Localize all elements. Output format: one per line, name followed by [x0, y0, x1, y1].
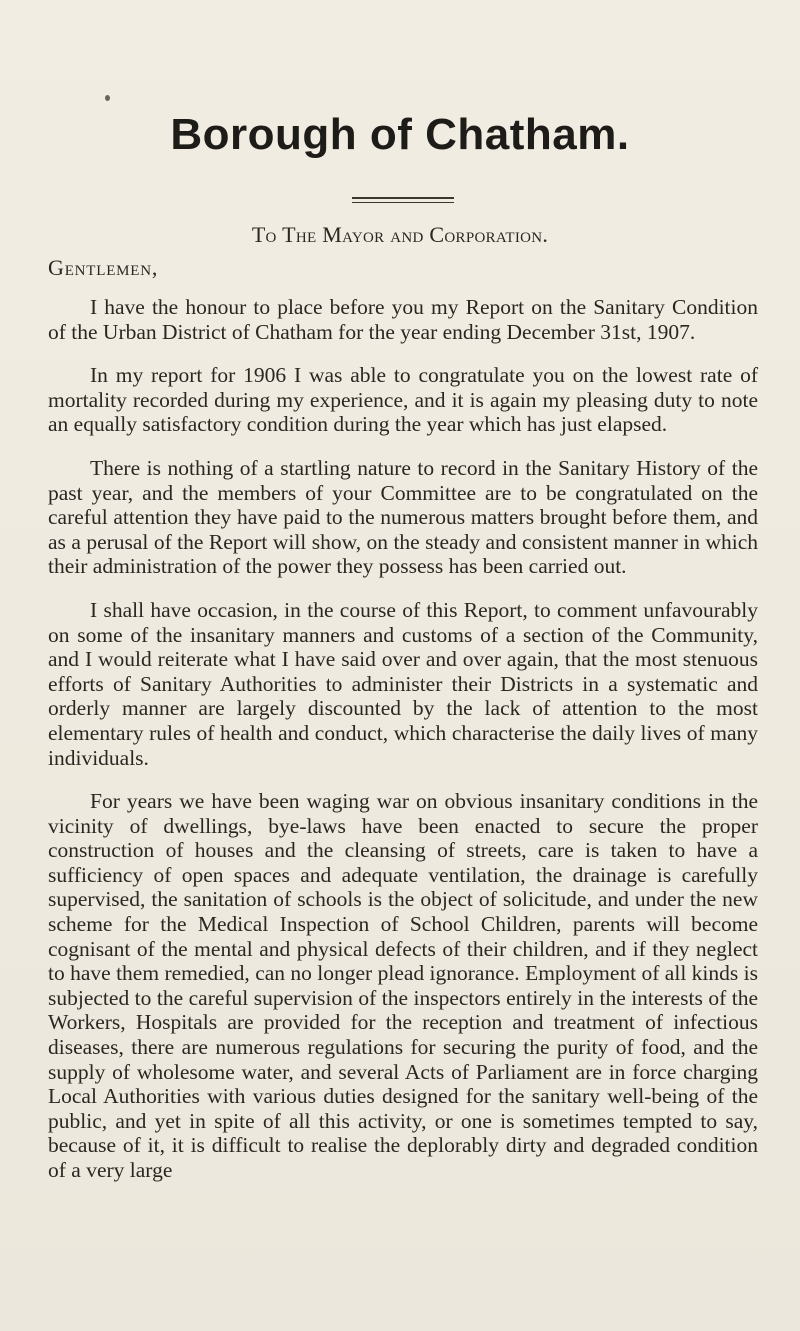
title-rule-upper: [352, 197, 454, 199]
title-rule-lower: [352, 202, 454, 203]
paragraph: In my report for 1906 I was able to congratulate you on the lowest rate of mortality recorded during my experience, and it is again my pleasing duty to note an equally satisfactory condition during the year which has just elapsed.: [48, 363, 758, 437]
document-title: Borough of Chatham.: [170, 110, 630, 159]
report-body: [48, 295, 758, 1202]
paragraph: For years we have been waging war on obvious insanitary conditions in the vicinity of dwellings, bye-laws have been enacted to secure the proper construction of houses and the cleansing of streets, care is taken to have a sufficiency of open spaces and adequate ventilation, the drainage is carefully supervised, the sanitation of schools is the object of solicitude, and under the new scheme for the Medical Inspection of School Children, parents will become cognisant of the mental and physical defects of their children, and if they neglect to have them remedied, can no longer plead ignorance. Employment of all kinds is subjected to the careful supervision of the inspectors entirely in the interests of the Workers, Hospitals are provided for the reception and treatment of infectious diseases, there are numerous regulations for securing the purity of food, and the supply of wholesome water, and several Acts of Parliament are in force charging Local Authorities with various duties designed for the sanitary well-being of the public, and yet in spite of all this activity, or one is sometimes tempted to say, because of it, it is difficult to realise the deplorably dirty and degraded condition of a very large: [48, 789, 758, 1182]
salutation: Gentlemen,: [48, 255, 159, 280]
paragraph: I have the honour to place before you my Report on the Sanitary Condition of the Urban District of Chatham for the year ending December 31st, 1907.: [48, 295, 758, 344]
paragraph: There is nothing of a startling nature to record in the Sanitary History of the past year, and the members of your Committee are to be congratulated on the careful attention they have paid to the numerous matters brought before them, and as a perusal of the Report will show, on the steady and consistent manner in which their administration of the power they possess has been carried out.: [48, 455, 758, 579]
address-text: To The Mayor and Corporation.: [251, 222, 549, 247]
ink-speck: [105, 95, 110, 101]
address-line: [0, 222, 800, 248]
paragraph: I shall have occasion, in the course of this Report, to comment unfavourably on some of the insanitary manners and customs of a section of the Community, and I would reiterate what I have said over and over again, that the most stenuous efforts of Sanitary Authorities to administer their Districts in a systematic and orderly manner are largely discounted by the lack of attention to the most elementary rules of health and conduct, which characterise the daily lives of many individuals.: [48, 597, 758, 770]
